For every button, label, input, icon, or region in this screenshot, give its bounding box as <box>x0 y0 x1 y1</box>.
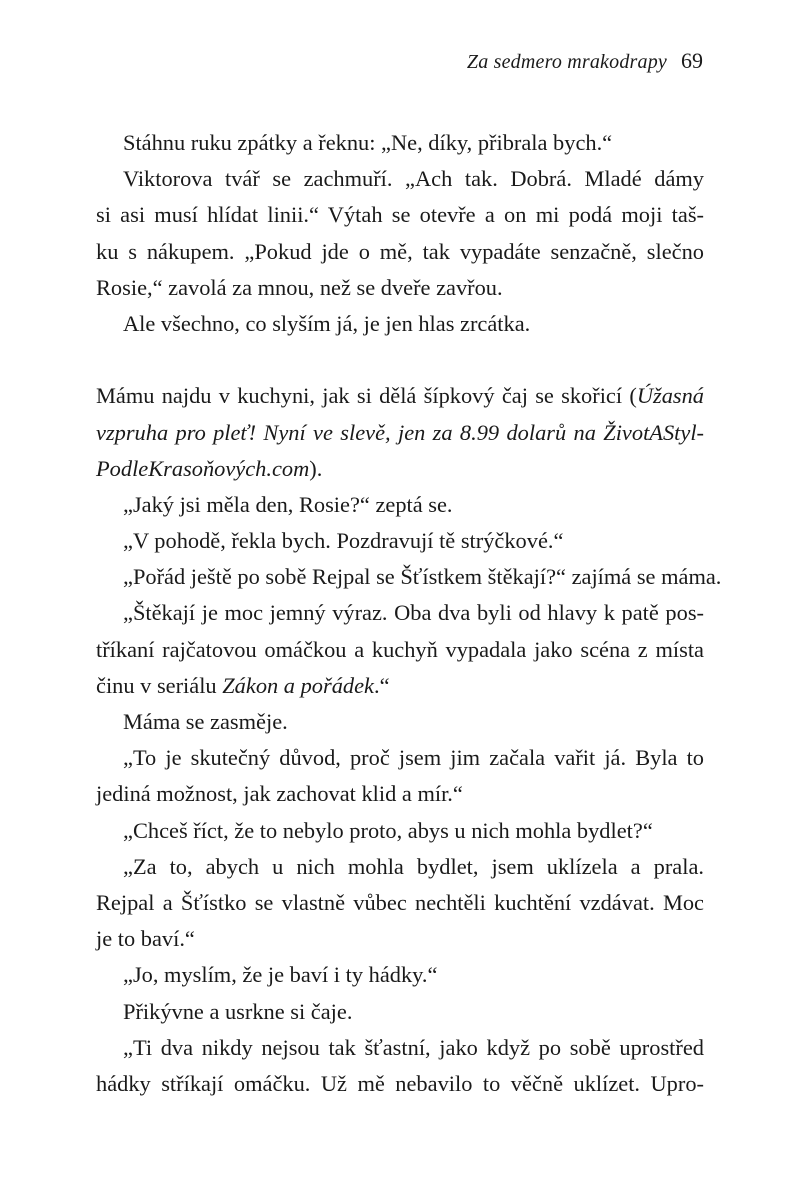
running-header <box>467 48 703 74</box>
section-break <box>96 342 704 378</box>
text-segment-italic: PodleKrasoňových.com <box>96 455 310 481</box>
text-line: „V pohodě, řekla bych. Pozdravují tě strýčkové.“ <box>123 528 564 554</box>
text-line: Máma se zasměje. <box>123 709 288 734</box>
text-line <box>96 451 704 487</box>
body-text <box>96 125 722 1102</box>
text-segment: ). <box>309 455 323 481</box>
text-line: hádky stříkají omáčku. Už mě nebavilo to věčně uklízet. Upro- <box>96 1070 704 1096</box>
page-number: 69 <box>681 48 703 73</box>
text-line: „To je skutečný důvod, proč jsem jim začala vařit já. Byla to <box>123 745 704 771</box>
text-line: „Jaký jsi měla den, Rosie?“ zeptá se. <box>123 491 453 517</box>
text-line: Stáhnu ruku zpátky a řeknu: „Ne, díky, přibrala bych.“ <box>123 130 613 155</box>
text-line: Rosie,“ zavolá za mnou, než se dveře zavřou. <box>96 274 503 300</box>
text-segment-italic: Zákon a pořádek <box>222 672 374 698</box>
text-line: „Štěkají je moc jemný výraz. Oba dva byli od hlavy k patě pos- <box>123 600 704 626</box>
text-line: je to baví.“ <box>96 926 195 952</box>
text-line: „Za to, abych u nich mohla bydlet, jsem uklízela a prala. <box>123 853 704 879</box>
text-line <box>96 668 704 704</box>
text-line: Přikývne a usrkne si čaje. <box>123 998 353 1024</box>
text-line: tříkaní rajčatovou omáčkou a kuchyň vypadala jako scéna z místa <box>96 636 704 662</box>
text-line <box>96 378 704 414</box>
text-line: jediná možnost, jak zachovat klid a mír.“ <box>96 781 463 807</box>
text-line: „Ti dva nikdy nejsou tak šťastní, jako když po sobě uprostřed <box>123 1034 704 1060</box>
text-line: „Chceš říct, že to nebylo proto, abys u nich mohla bydlet?“ <box>123 817 653 843</box>
text-line: ku s nákupem. „Pokud jde o mě, tak vypadáte senzačně, slečno <box>96 238 704 264</box>
text-line: Rejpal a Šťístko se vlastně vůbec nechtěli kuchtění vzdávat. Moc <box>96 889 704 915</box>
text-line: si asi musí hlídat linii.“ Výtah se otevře a on mi podá moji taš- <box>96 202 704 228</box>
text-segment: .“ <box>373 672 390 698</box>
text-line: „Pořád ještě po sobě Rejpal se Šťístkem štěkají?“ zajímá se máma. <box>123 564 722 590</box>
text-line: „Jo, myslím, že je baví i ty hádky.“ <box>123 962 438 988</box>
text-segment: činu v seriálu <box>96 672 223 698</box>
running-title: Za sedmero mrakodrapy <box>466 51 667 73</box>
text-line: Ale všechno, co slyším já, je jen hlas zrcátka. <box>123 310 531 336</box>
text-line: Viktorova tvář se zachmuří. „Ach tak. Dobrá. Mladé dámy <box>123 166 704 192</box>
text-line-italic: vzpruha pro pleť! Nyní ve slevě, jen za 8.99 dolarů na ŽivotAStyl- <box>96 419 704 445</box>
text-segment-italic: Úžasná <box>636 383 704 409</box>
text-segment: Mámu najdu v kuchyni, jak si dělá šípkový čaj se skořicí ( <box>96 383 637 409</box>
